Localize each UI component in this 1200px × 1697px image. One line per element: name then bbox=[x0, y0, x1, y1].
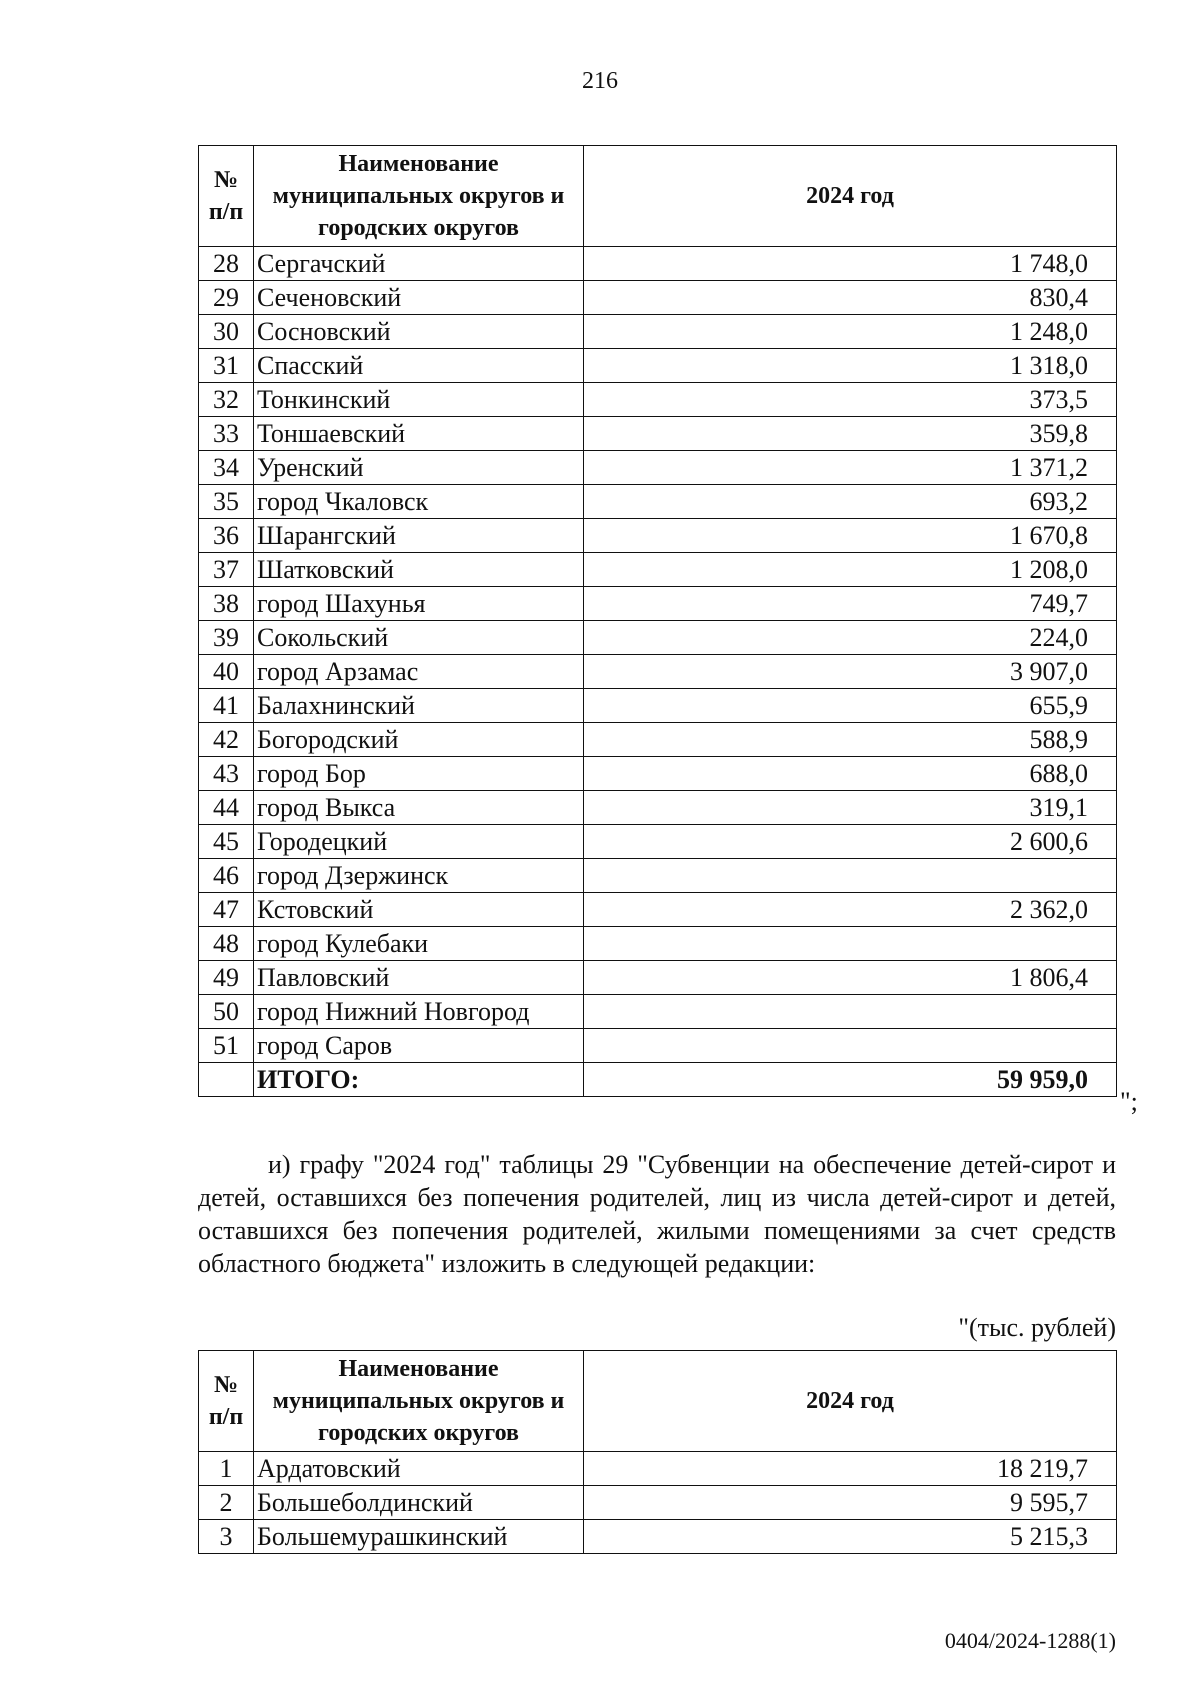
row-number: 45 bbox=[199, 825, 254, 859]
table-row bbox=[199, 383, 1117, 417]
header-name: Наименование муниципальных округов и городских округов bbox=[254, 1351, 584, 1452]
row-value: 1 318,0 bbox=[584, 349, 1117, 383]
row-value bbox=[584, 995, 1117, 1029]
row-value: 224,0 bbox=[584, 621, 1117, 655]
row-name: Богородский bbox=[254, 723, 584, 757]
table-row bbox=[199, 519, 1117, 553]
row-value bbox=[584, 859, 1117, 893]
row-value: 693,2 bbox=[584, 485, 1117, 519]
row-number: 50 bbox=[199, 995, 254, 1029]
row-name: Кстовский bbox=[254, 893, 584, 927]
table-row bbox=[199, 1452, 1117, 1486]
row-number: 32 bbox=[199, 383, 254, 417]
row-value: 3 907,0 bbox=[584, 655, 1117, 689]
table-row bbox=[199, 349, 1117, 383]
row-name: город Саров bbox=[254, 1029, 584, 1063]
row-number: 46 bbox=[199, 859, 254, 893]
row-name: город Дзержинск bbox=[254, 859, 584, 893]
row-number: 36 bbox=[199, 519, 254, 553]
table-row bbox=[199, 1029, 1117, 1063]
row-name: Спасский bbox=[254, 349, 584, 383]
table-row bbox=[199, 315, 1117, 349]
row-name: город Кулебаки bbox=[254, 927, 584, 961]
page-number: 216 bbox=[582, 68, 618, 94]
row-name: город Шахунья bbox=[254, 587, 584, 621]
row-name: Балахнинский bbox=[254, 689, 584, 723]
row-name: город Нижний Новгород bbox=[254, 995, 584, 1029]
row-name: Ардатовский bbox=[254, 1452, 584, 1486]
row-name: Сокольский bbox=[254, 621, 584, 655]
row-value: 373,5 bbox=[584, 383, 1117, 417]
header-number: № п/п bbox=[199, 146, 254, 247]
amendment-text: и) графу "2024 год" таблицы 29 "Субвенции на обеспечение детей-сирот и детей, оставшихся без попечения родителей, лиц из числа детей-сирот и детей, оставшихся без попечения родителей, жилыми помещениями за счет средств областного бюджета" изложить в следующей редакции: bbox=[198, 1150, 1116, 1278]
table-row bbox=[199, 451, 1117, 485]
row-value: 18 219,7 bbox=[584, 1452, 1117, 1486]
table-row bbox=[199, 1520, 1117, 1554]
row-value: 9 595,7 bbox=[584, 1486, 1117, 1520]
row-value: 1 670,8 bbox=[584, 519, 1117, 553]
table-header-row bbox=[199, 146, 1117, 247]
row-number: 39 bbox=[199, 621, 254, 655]
amendment-paragraph bbox=[198, 1148, 1116, 1280]
header-year: 2024 год bbox=[584, 146, 1117, 247]
row-name: Большеболдинский bbox=[254, 1486, 584, 1520]
table-row bbox=[199, 859, 1117, 893]
row-number: 38 bbox=[199, 587, 254, 621]
row-number: 48 bbox=[199, 927, 254, 961]
table-row bbox=[199, 553, 1117, 587]
table-row bbox=[199, 689, 1117, 723]
total-row bbox=[199, 1063, 1117, 1097]
row-name: город Бор bbox=[254, 757, 584, 791]
table-row bbox=[199, 825, 1117, 859]
row-name: Тонкинский bbox=[254, 383, 584, 417]
row-number: 28 bbox=[199, 247, 254, 281]
units-label: "(тыс. рублей) bbox=[958, 1313, 1116, 1342]
row-name: Шатковский bbox=[254, 553, 584, 587]
row-value: 588,9 bbox=[584, 723, 1117, 757]
table-body bbox=[199, 1452, 1117, 1554]
row-name: Сеченовский bbox=[254, 281, 584, 315]
row-value: 749,7 bbox=[584, 587, 1117, 621]
row-number: 49 bbox=[199, 961, 254, 995]
table-row bbox=[199, 791, 1117, 825]
row-value: 1 371,2 bbox=[584, 451, 1117, 485]
table-row bbox=[199, 927, 1117, 961]
row-name: город Чкаловск bbox=[254, 485, 584, 519]
row-value: 688,0 bbox=[584, 757, 1117, 791]
row-number: 34 bbox=[199, 451, 254, 485]
row-value bbox=[584, 927, 1117, 961]
table-row bbox=[199, 893, 1117, 927]
row-name: Тоншаевский bbox=[254, 417, 584, 451]
document-code: 0404/2024-1288(1) bbox=[944, 1628, 1116, 1653]
row-name: Сергачский bbox=[254, 247, 584, 281]
row-number: 37 bbox=[199, 553, 254, 587]
total-num-cell bbox=[199, 1063, 254, 1097]
header-number: № п/п bbox=[199, 1351, 254, 1452]
table-body bbox=[199, 247, 1117, 1063]
row-number: 44 bbox=[199, 791, 254, 825]
row-value: 5 215,3 bbox=[584, 1520, 1117, 1554]
row-number: 47 bbox=[199, 893, 254, 927]
row-number: 33 bbox=[199, 417, 254, 451]
row-value: 1 748,0 bbox=[584, 247, 1117, 281]
row-name: Городецкий bbox=[254, 825, 584, 859]
table-row bbox=[199, 1486, 1117, 1520]
row-number: 51 bbox=[199, 1029, 254, 1063]
table-row bbox=[199, 587, 1117, 621]
total-label: ИТОГО: bbox=[254, 1063, 584, 1097]
table-header-row bbox=[199, 1351, 1117, 1452]
table-row bbox=[199, 247, 1117, 281]
table-row bbox=[199, 281, 1117, 315]
row-value: 655,9 bbox=[584, 689, 1117, 723]
row-number: 42 bbox=[199, 723, 254, 757]
row-value: 2 362,0 bbox=[584, 893, 1117, 927]
row-name: Шарангский bbox=[254, 519, 584, 553]
row-name: Сосновский bbox=[254, 315, 584, 349]
row-value: 1 806,4 bbox=[584, 961, 1117, 995]
row-number: 1 bbox=[199, 1452, 254, 1486]
header-name: Наименование муниципальных округов и городских округов bbox=[254, 146, 584, 247]
row-number: 35 bbox=[199, 485, 254, 519]
row-name: город Арзамас bbox=[254, 655, 584, 689]
header-year: 2024 год bbox=[584, 1351, 1117, 1452]
table-row bbox=[199, 621, 1117, 655]
row-value: 319,1 bbox=[584, 791, 1117, 825]
row-value bbox=[584, 1029, 1117, 1063]
row-number: 43 bbox=[199, 757, 254, 791]
closing-quote: "; bbox=[1120, 1087, 1138, 1116]
row-number: 2 bbox=[199, 1486, 254, 1520]
table-row bbox=[199, 995, 1117, 1029]
row-number: 29 bbox=[199, 281, 254, 315]
row-value: 359,8 bbox=[584, 417, 1117, 451]
row-value: 1 248,0 bbox=[584, 315, 1117, 349]
row-number: 30 bbox=[199, 315, 254, 349]
row-value: 830,4 bbox=[584, 281, 1117, 315]
row-value: 1 208,0 bbox=[584, 553, 1117, 587]
row-name: Большемурашкинский bbox=[254, 1520, 584, 1554]
total-value: 59 959,0 bbox=[584, 1063, 1117, 1097]
row-name: Павловский bbox=[254, 961, 584, 995]
row-number: 3 bbox=[199, 1520, 254, 1554]
subvention-table-continued bbox=[198, 145, 1117, 1097]
table-row bbox=[199, 723, 1117, 757]
orphan-housing-table bbox=[198, 1350, 1117, 1554]
table-row bbox=[199, 757, 1117, 791]
table-row bbox=[199, 655, 1117, 689]
table-row bbox=[199, 485, 1117, 519]
row-name: Уренский bbox=[254, 451, 584, 485]
row-number: 41 bbox=[199, 689, 254, 723]
table-row bbox=[199, 961, 1117, 995]
row-number: 40 bbox=[199, 655, 254, 689]
row-number: 31 bbox=[199, 349, 254, 383]
row-value: 2 600,6 bbox=[584, 825, 1117, 859]
table-row bbox=[199, 417, 1117, 451]
row-name: город Выкса bbox=[254, 791, 584, 825]
